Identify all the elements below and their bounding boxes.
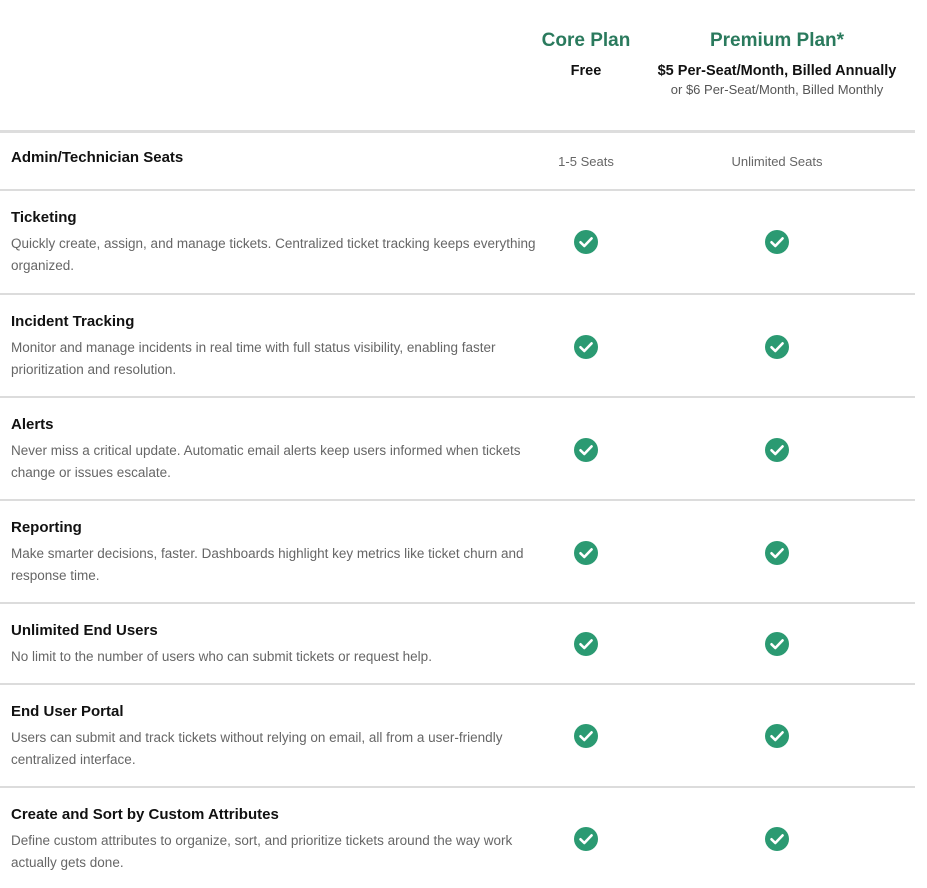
check-circle-icon <box>764 334 790 360</box>
seats-feature <box>11 149 541 167</box>
feature-info <box>11 806 541 874</box>
feature-title: Unlimited End Users <box>11 622 158 639</box>
check-circle-icon <box>573 334 599 360</box>
core-check-cell <box>536 334 636 365</box>
seats-premium-value: Unlimited Seats <box>731 154 823 169</box>
feature-description: Monitor and manage incidents in real time with full status visibility, enabling faster prioritization and resolution. <box>11 340 496 377</box>
seats-title: Admin/Technician Seats <box>11 149 184 166</box>
check-circle-icon <box>573 229 599 255</box>
seats-core-cell <box>536 153 636 171</box>
seats-row <box>0 133 915 191</box>
check-circle-icon <box>764 826 790 852</box>
table-row <box>0 191 915 295</box>
feature-info <box>11 416 541 484</box>
feature-description: No limit to the number of users who can submit tickets or request help. <box>11 649 432 664</box>
check-circle-icon <box>764 437 790 463</box>
core-check-cell <box>536 723 636 754</box>
feature-description: Define custom attributes to organize, sort, and prioritize tickets around the way work actually gets done. <box>11 833 513 870</box>
core-plan-name: Core Plan <box>541 30 631 51</box>
core-plan-price: Free <box>570 63 602 79</box>
check-circle-icon <box>764 631 790 657</box>
core-check-cell <box>536 229 636 260</box>
seats-core-value: 1-5 Seats <box>558 154 614 169</box>
check-circle-icon <box>573 540 599 566</box>
check-circle-icon <box>764 229 790 255</box>
premium-check-cell <box>727 826 827 857</box>
premium-plan-price-alt: or $6 Per-Seat/Month, Billed Monthly <box>670 82 884 97</box>
core-check-cell <box>536 437 636 468</box>
feature-description: Quickly create, assign, and manage tickets. Centralized ticket tracking keeps everything organized. <box>11 236 536 273</box>
table-row <box>0 295 915 398</box>
premium-check-cell <box>727 229 827 260</box>
feature-info <box>11 703 541 771</box>
feature-info <box>11 519 541 587</box>
pricing-header <box>0 0 927 130</box>
feature-info <box>11 622 541 668</box>
check-circle-icon <box>764 723 790 749</box>
feature-title: Create and Sort by Custom Attributes <box>11 806 279 823</box>
table-row <box>0 398 915 501</box>
feature-info <box>11 209 541 277</box>
core-check-cell <box>536 631 636 662</box>
premium-check-cell <box>727 631 827 662</box>
premium-check-cell <box>727 540 827 571</box>
feature-title: Reporting <box>11 519 82 536</box>
feature-description: Users can submit and track tickets without relying on email, all from a user-friendly centralized interface. <box>11 730 503 767</box>
feature-title: Alerts <box>11 416 54 433</box>
premium-check-cell <box>727 334 827 365</box>
check-circle-icon <box>573 826 599 852</box>
table-row <box>0 501 915 604</box>
feature-description: Make smarter decisions, faster. Dashboards highlight key metrics like ticket churn and response time. <box>11 546 524 583</box>
seats-premium-cell <box>697 153 857 171</box>
check-circle-icon <box>573 723 599 749</box>
premium-plan-header <box>637 30 917 98</box>
premium-check-cell <box>727 723 827 754</box>
table-row <box>0 685 915 788</box>
feature-description: Never miss a critical update. Automatic email alerts keep users informed when tickets change or issues escalate. <box>11 443 521 480</box>
check-circle-icon <box>764 540 790 566</box>
table-row <box>0 788 915 888</box>
premium-plan-name: Premium Plan* <box>709 30 845 51</box>
feature-title: Ticketing <box>11 209 77 226</box>
check-circle-icon <box>573 631 599 657</box>
core-check-cell <box>536 826 636 857</box>
table-row <box>0 604 915 685</box>
feature-comparison-table <box>0 133 915 888</box>
feature-title: End User Portal <box>11 703 124 720</box>
premium-check-cell <box>727 437 827 468</box>
feature-title: Incident Tracking <box>11 313 135 330</box>
check-circle-icon <box>573 437 599 463</box>
feature-info <box>11 313 541 381</box>
core-check-cell <box>536 540 636 571</box>
premium-plan-price: $5 Per-Seat/Month, Billed Annually <box>657 63 897 79</box>
